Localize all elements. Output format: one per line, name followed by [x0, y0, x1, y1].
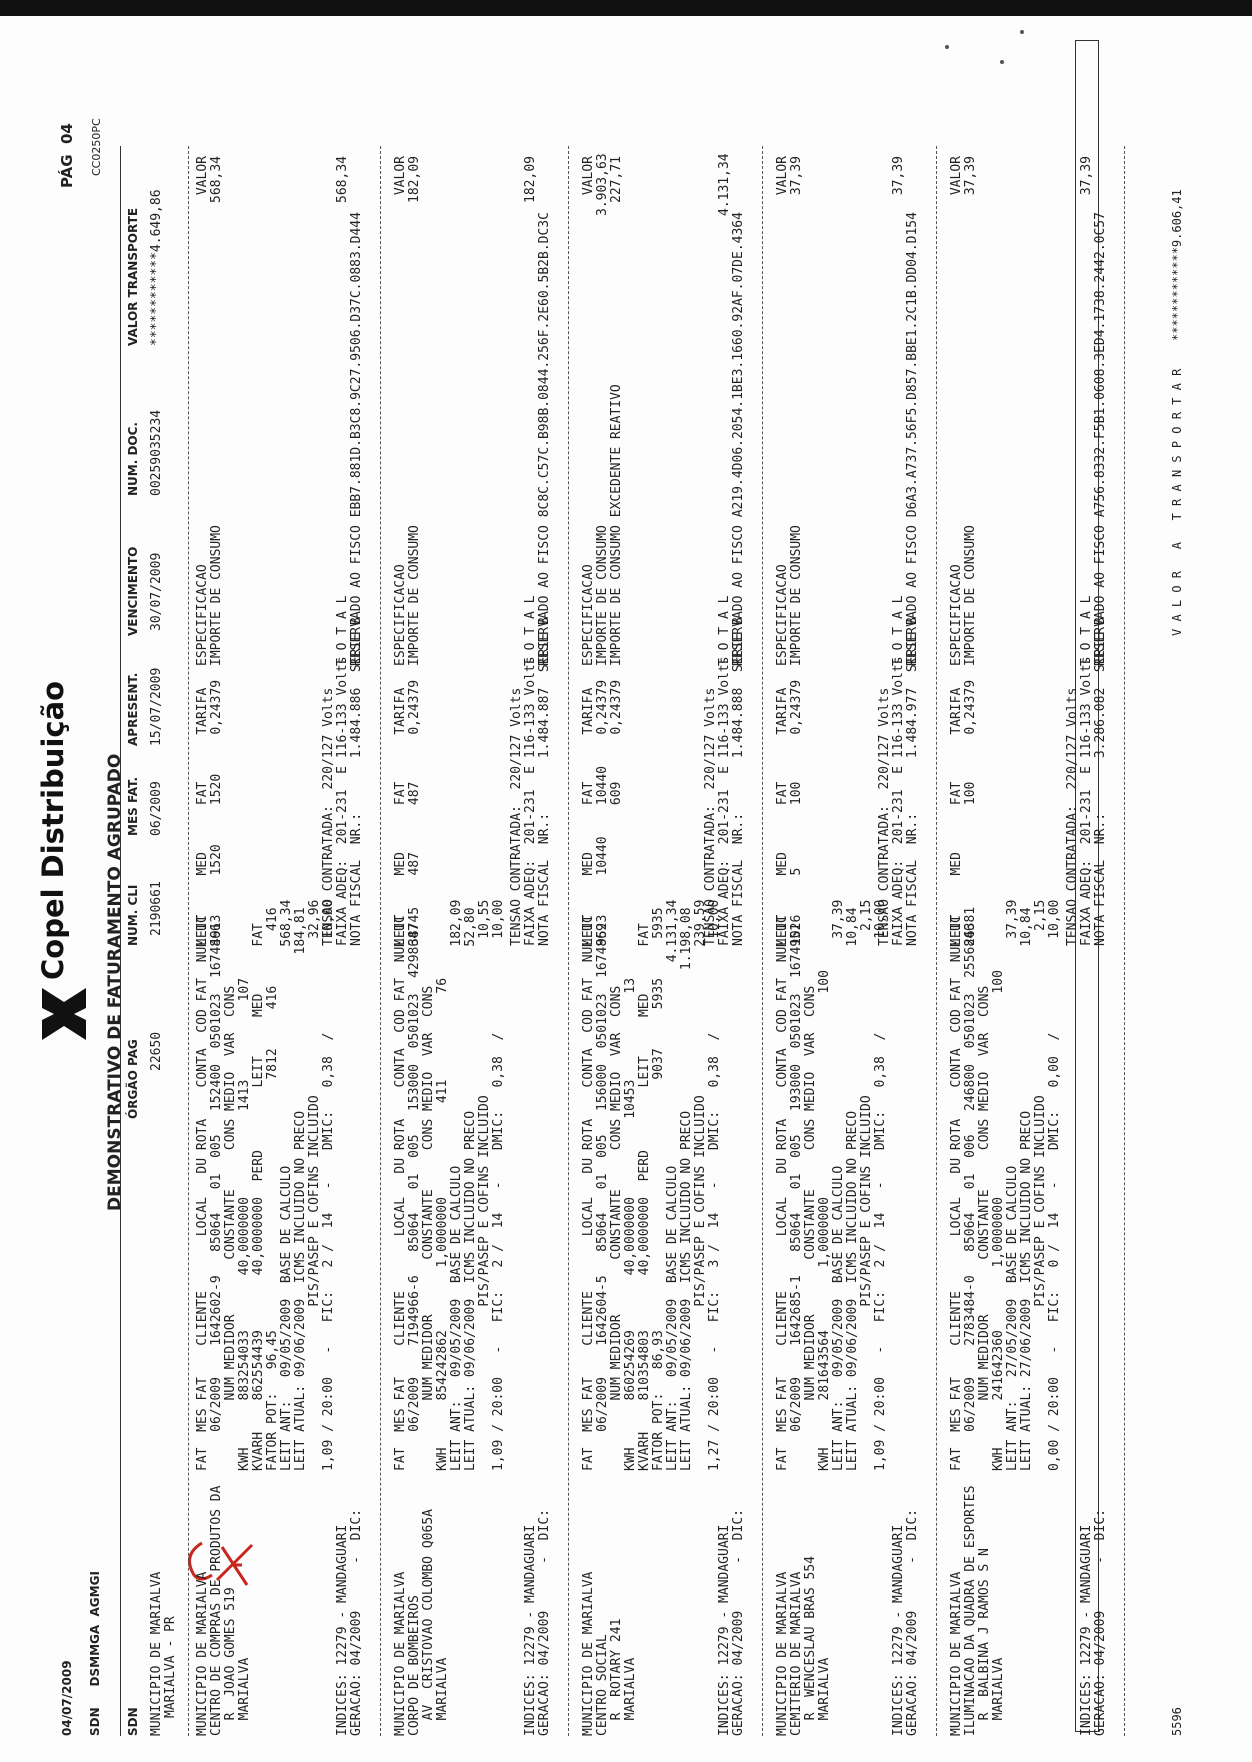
- billing-detail-line: 1,27 / 20:00 - FIC: 3 / 14 - DMIC: 0,38 / 10,00: [707, 899, 722, 1471]
- billing-detail-line: KWH 241642360 1,0000000 100: [991, 970, 1006, 1471]
- copel-logo-icon: [40, 986, 94, 1046]
- header-codes: SDN DSMMGA AGMGI: [88, 1571, 102, 1736]
- billing-detail-line: 06/2009 1642604-5 85064 01 005 156000 0501023 1674869: [595, 923, 610, 1471]
- billing-detail-line: NUM MEDIDOR CONSTANTE CONS MEDIO VAR CONS: [977, 985, 992, 1471]
- indices-line: INDICES: 12279 - MANDAGUARI: [891, 1524, 906, 1736]
- total-value: 568,34: [335, 156, 350, 203]
- address-line: MARIALVA: [435, 1657, 450, 1736]
- billing-detail-line: 0,00 / 20:00 - FIC: 0 / 14 - DMIC: 0,00 / 10,00: [1047, 899, 1062, 1471]
- fisco-line: RESERVADO AO FISCO EBB7.881D.B3C8.9C27.9506.D37C.0883.D444: [349, 212, 364, 666]
- address-line: CORPO DE BOMBEIROS: [407, 1595, 422, 1736]
- value-line: 182,09: [407, 156, 422, 203]
- specification-line: ESPECIFICACAO: [195, 564, 210, 666]
- billing-detail-line: 1,09 / 20:00 - FIC: 2 / 14 - DMIC: 0,38 / 10,00: [321, 899, 336, 1471]
- record-divider: [936, 146, 937, 1736]
- billing-detail-line: NUM MEDIDOR CONSTANTE CONS MEDIO VAR CONS: [421, 985, 436, 1471]
- reading-line: LEIT MED FAT TARIFA: [949, 687, 964, 946]
- tension-line: TENSAO CONTRATADA: 220/127 Volts: [321, 687, 336, 946]
- scan-speck: [1020, 30, 1024, 34]
- address-line: MUNICIPIO DE MARIALVA: [949, 1571, 964, 1736]
- billing-detail-line: PIS/PASEP E COFINS INCLUIDO 2,15: [859, 899, 874, 1471]
- billing-detail-line: 1,09 / 20:00 - FIC: 2 / 14 - DMIC: 0,38 / 10,00: [491, 899, 506, 1471]
- col-apresent: APRESENT.: [126, 672, 140, 746]
- billing-detail-line: LEIT ANT: 27/05/2009 BASE DE CALCULO 37,39: [1005, 899, 1020, 1471]
- address-line: MUNICIPIO DE MARIALVA: [195, 1571, 210, 1736]
- billing-detail-line: FAT MES FAT CLIENTE LOCAL DU ROTA CONTA COD FAT NUM UC: [581, 915, 596, 1471]
- address-line: MARIALVA: [817, 1657, 832, 1736]
- billing-detail-line: LEIT ATUAL: 27/06/2009 ICMS INCLUIDO NO PRECO 10,84: [1019, 907, 1034, 1471]
- value-line: 3.903,63: [595, 153, 610, 216]
- page-number: PÁG 04: [58, 123, 76, 188]
- billing-detail-line: LEIT ATUAL: 09/06/2009 ICMS INCLUIDO NO PRECO 52,80: [463, 907, 478, 1471]
- value-line: 37,39: [963, 156, 978, 196]
- billing-detail-line: PIS/PASEP E COFINS INCLUIDO 2,15: [1033, 899, 1048, 1471]
- billing-detail-line: KWH 281643564 1,0000000 100: [817, 970, 832, 1471]
- billing-detail-line: NUM MEDIDOR CONSTANTE CONS MEDIO VAR CONS: [803, 985, 818, 1471]
- geracao-line: GERACAO: 04/2009 - DIC:: [349, 1509, 364, 1736]
- reading-line: 1026 5 100 0,24379: [789, 679, 804, 946]
- tension-line: TENSAO CONTRATADA: 220/127 Volts: [877, 687, 892, 946]
- billing-detail-line: NUM MEDIDOR CONSTANTE CONS MEDIO VAR CONS: [223, 985, 238, 1471]
- specification-line: IMPORTE DE CONSUMO: [209, 525, 224, 666]
- address-line: R BALBINA J RAMOS S N: [977, 1548, 992, 1736]
- reading-line: 38745 487 487 0,24379: [407, 679, 422, 946]
- col-vencimento: VENCIMENTO: [126, 546, 140, 636]
- geracao-line: GERACAO: 04/2009 - DIC:: [537, 1509, 552, 1736]
- total-value: 4.131,34: [717, 153, 732, 216]
- rotated-report: [36, 116, 1210, 1736]
- value-line: VALOR: [775, 156, 790, 196]
- address-line: MARIALVA: [623, 1657, 638, 1736]
- total-value: 182,09: [523, 156, 538, 203]
- billing-detail-line: KWH 854242862 1,0000000 411 76: [435, 977, 450, 1471]
- address-line: MARIALVA: [237, 1657, 252, 1736]
- record-divider: [1124, 146, 1125, 1736]
- col-orgao: ÓRGÃO PAG: [126, 1039, 140, 1119]
- address-line: MUNICIPIO DE MARIALVA: [775, 1571, 790, 1736]
- fisco-line: RESERVADO AO FISCO D6A3.A737.56F5.D857.BBE1.2C1B.DD04.D154: [905, 212, 920, 666]
- billing-detail-line: KVARH 810354803 40,0000000 PERD LEIT MED FAT: [637, 923, 652, 1471]
- tension-line: FAIXA ADEQ: 201-231 E 116-133 Volts: [891, 656, 906, 946]
- billing-detail-line: KVARH 862554439 40,0000000 PERD LEIT MED FAT: [251, 923, 266, 1471]
- geracao-line: GERACAO: 04/2009 - DIC:: [1093, 1509, 1108, 1736]
- billing-detail-line: LEIT ATUAL: 09/06/2009 ICMS INCLUIDO NO PRECO 10,84: [845, 907, 860, 1471]
- billing-detail-line: 06/2009 1642685-1 85064 01 005 193000 0501023 1674951: [789, 923, 804, 1471]
- record-divider: [568, 146, 569, 1736]
- tension-line: FAIXA ADEQ: 201-231 E 116-133 Volts: [523, 656, 538, 946]
- reading-line: 4913 1520 1520 0,24379: [209, 679, 224, 946]
- record-divider: [762, 146, 763, 1736]
- col-sdn: SDN: [126, 1707, 140, 1736]
- geracao-line: GERACAO: 04/2009 - DIC:: [905, 1509, 920, 1736]
- tension-line: TENSAO CONTRATADA: 220/127 Volts: [703, 687, 718, 946]
- billing-detail-line: FAT MES FAT CLIENTE LOCAL DU ROTA CONTA COD FAT NUM UC: [393, 915, 408, 1471]
- scan-speck: [945, 45, 949, 49]
- total-label: T O T A L: [1079, 595, 1094, 666]
- billing-record: [582, 116, 768, 1736]
- reading-line: LEIT MED FAT TARIFA: [195, 687, 210, 946]
- specification-line: IMPORTE DE CONSUMO EXCEDENTE REATIVO: [609, 384, 624, 666]
- address-line: CENTRO DE COMPRAS DE PRODUTOS DA: [209, 1485, 224, 1736]
- address-line: R JOAO GOMES 519: [223, 1587, 238, 1736]
- col-valortransporte: VALOR TRANSPORTE: [126, 207, 140, 346]
- total-label: T O T A L: [335, 595, 350, 666]
- scan-border: [0, 0, 1252, 16]
- summary-row: MUNICIPIO DE MARIALVA MARIALVA - PR 22650 2190661 06/2009 15/07/2009 30/07/2009 00259035234 ************4.649,86: [149, 189, 178, 1736]
- billing-detail-line: FAT MES FAT CLIENTE LOCAL DU ROTA CONTA COD FAT NUM UC: [949, 915, 964, 1471]
- billing-record: [776, 116, 942, 1736]
- reading-line: 609 0,24379: [609, 679, 624, 946]
- billing-record: [196, 116, 386, 1736]
- tension-line: FAIXA ADEQ: 201-231 E 116-133 Volts: [1079, 656, 1094, 946]
- billing-detail-line: LEIT ATUAL: 09/06/2009 ICMS INCLUIDO NO PRECO 1.198,08: [679, 907, 694, 1471]
- value-line: VALOR: [581, 156, 596, 196]
- billing-record: [394, 116, 574, 1736]
- billing-detail-line: PIS/PASEP E COFINS INCLUIDO 239,59: [693, 899, 708, 1471]
- reading-line: LEIT MED FAT TARIFA: [581, 687, 596, 946]
- specification-line: IMPORTE DE CONSUMO: [595, 525, 610, 666]
- tension-line: NOTA FISCAL NR.: 1.484.977 SERIE B: [905, 617, 920, 946]
- billing-detail-line: LEIT ANT: 09/05/2009 BASE DE CALCULO 568,34: [279, 899, 294, 1471]
- col-numcli: NUM. CLI: [126, 884, 140, 946]
- specification-line: ESPECIFICACAO: [949, 564, 964, 666]
- address-line: R ROTARY 241: [609, 1618, 624, 1736]
- reading-line: LEIT MED FAT TARIFA: [393, 687, 408, 946]
- value-line: 568,34: [209, 156, 224, 203]
- value-line: 227,71: [609, 156, 624, 203]
- indices-line: INDICES: 12279 - MANDAGUARI: [523, 1524, 538, 1736]
- footer-label: V A L O R A T R A N S P O R T A R: [1170, 368, 1184, 636]
- fisco-line: RESERVADO AO FISCO A756.8332.F5B1.0608.3ED4.1738.2442.0C57: [1093, 212, 1108, 666]
- address-line: MUNICIPIO DE MARIALVA: [581, 1571, 596, 1736]
- tension-line: TENSAO CONTRATADA: 220/127 Volts: [509, 687, 524, 946]
- address-line: ILUMINACAO DA QUADRA DE ESPORTES: [963, 1485, 978, 1736]
- specification-line: IMPORTE DE CONSUMO: [963, 525, 978, 666]
- billing-detail-line: FAT MES FAT CLIENTE LOCAL DU ROTA CONTA COD FAT NUM UC: [775, 915, 790, 1471]
- total-label: T O T A L: [523, 595, 538, 666]
- tension-line: FAIXA ADEQ: 201-231 E 116-133 Volts: [717, 656, 732, 946]
- billing-detail-line: FAT MES FAT CLIENTE LOCAL DU ROTA CONTA COD FAT NUM UC: [195, 915, 210, 1471]
- tension-line: TENSAO CONTRATADA: 220/127 Volts: [1065, 687, 1080, 946]
- billing-detail-line: FATOR POT: 86,93 9037 5935 5935: [651, 907, 666, 1471]
- specification-line: IMPORTE DE CONSUMO: [789, 525, 804, 666]
- value-line: 37,39: [789, 156, 804, 196]
- billing-detail-line: LEIT ATUAL: 09/06/2009 ICMS INCLUIDO NO PRECO 184,81: [293, 907, 308, 1471]
- address-line: MUNICIPIO DE MARIALVA: [393, 1571, 408, 1736]
- billing-detail-line: LEIT ANT: 09/05/2009 BASE DE CALCULO 4.131,34: [665, 899, 680, 1471]
- billing-detail-line: LEIT ANT: 09/05/2009 BASE DE CALCULO 37,39: [831, 899, 846, 1471]
- report-code: CC0250PC: [90, 118, 103, 176]
- value-line: VALOR: [393, 156, 408, 196]
- indices-line: INDICES: 12279 - MANDAGUARI: [717, 1524, 732, 1736]
- billing-detail-line: 06/2009 1642602-9 85064 01 005 152400 0501023 1674866: [209, 923, 224, 1471]
- address-line: AV CRISTOVAO COLOMBO Q065A: [421, 1509, 436, 1736]
- specification-line: IMPORTE DE CONSUMO: [407, 525, 422, 666]
- print-date: 04/07/2009: [60, 1660, 74, 1736]
- billing-detail-line: KWH 883254033 40,0000000 1413 107: [237, 977, 252, 1471]
- billing-detail-line: FATOR POT: 96,45 7812 416 416: [265, 907, 280, 1471]
- col-mesfat: MES FAT.: [126, 776, 140, 836]
- billing-detail-line: LEIT ANT: 09/05/2009 BASE DE CALCULO 182,09: [449, 899, 464, 1471]
- billing-detail-line: 1,09 / 20:00 - FIC: 2 / 14 - DMIC: 0,38 / 10,00: [873, 899, 888, 1471]
- value-line: VALOR: [195, 156, 210, 196]
- scan-speck: [1000, 60, 1004, 64]
- reading-line: 9523 10440 10440 0,24379: [595, 679, 610, 946]
- billing-record: [950, 116, 1130, 1736]
- billing-detail-line: KWH 860254269 40,0000000 10453 13: [623, 977, 638, 1471]
- total-value: 37,39: [891, 156, 906, 196]
- copel-logo: Copel Distribuição: [40, 999, 100, 1046]
- report-title: DEMONSTRATIVO DE FATURAMENTO AGRUPADO: [105, 753, 125, 1211]
- reading-line: 26381 100 0,24379: [963, 679, 978, 946]
- address-line: CEMITERIO DE MARIALVA: [789, 1571, 804, 1736]
- footer-code: 5596: [1170, 1707, 1184, 1736]
- billing-detail-line: 06/2009 7194966-6 85064 01 005 153000 0501023 4298647: [407, 923, 422, 1471]
- indices-line: INDICES: 12279 - MANDAGUARI: [335, 1524, 350, 1736]
- reading-line: LEIT MED FAT TARIFA: [775, 687, 790, 946]
- address-line: R WENCESLAU BRAS 554: [803, 1555, 818, 1736]
- fisco-line: RESERVADO AO FISCO A219.4D06.2054.1BE3.1660.92AF.07DE.4364: [731, 212, 746, 666]
- tension-line: FAIXA ADEQ: 201-231 E 116-133 Volts: [335, 656, 350, 946]
- total-value: 37,39: [1079, 156, 1094, 196]
- total-label: T O T A L: [717, 595, 732, 666]
- address-line: CENTRO SOCIAL: [595, 1634, 610, 1736]
- value-line: VALOR: [949, 156, 964, 196]
- billing-detail-line: PIS/PASEP E COFINS INCLUIDO 32,96: [307, 899, 322, 1471]
- tension-line: NOTA FISCAL NR.: 1.484.888 SERIE B: [731, 617, 746, 946]
- specification-line: ESPECIFICACAO: [581, 564, 596, 666]
- footer-value: *************9.606,41: [1170, 189, 1184, 341]
- indices-line: INDICES: 12279 - MANDAGUARI: [1079, 1524, 1094, 1736]
- specification-line: ESPECIFICACAO: [393, 564, 408, 666]
- col-numdoc: NUM. DOC.: [126, 422, 140, 496]
- tension-line: NOTA FISCAL NR.: 1.484.886 SERIE B: [349, 617, 364, 946]
- geracao-line: GERACAO: 04/2009 - DIC:: [731, 1509, 746, 1736]
- tension-line: NOTA FISCAL NR.: 1.484.887 SERIE B: [537, 617, 552, 946]
- billing-detail-line: 06/2009 2783484-0 85064 01 006 246800 0501023 2556846: [963, 923, 978, 1471]
- billing-detail-line: NUM MEDIDOR CONSTANTE CONS MEDIO VAR CONS: [609, 985, 624, 1471]
- fisco-line: RESERVADO AO FISCO 8C8C.C57C.B98B.0844.256F.2E60.5B2B.DC3C: [537, 212, 552, 666]
- total-label: T O T A L: [891, 595, 906, 666]
- specification-line: ESPECIFICACAO: [775, 564, 790, 666]
- address-line: MARIALVA: [991, 1657, 1006, 1736]
- billing-detail-line: PIS/PASEP E COFINS INCLUIDO 10,55: [477, 899, 492, 1471]
- record-divider: [380, 146, 381, 1736]
- tension-line: NOTA FISCAL NR.: 3.286.082 SERIE B: [1093, 617, 1108, 946]
